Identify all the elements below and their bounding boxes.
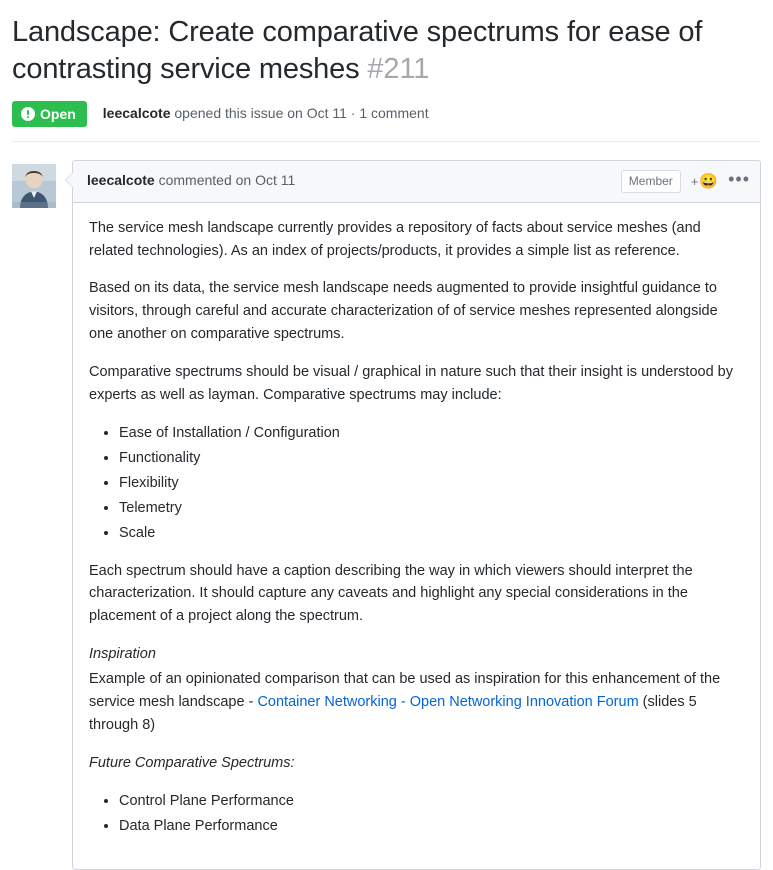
page-title — [12, 14, 761, 88]
issue-author-link[interactable]: leecalcote — [102, 105, 171, 122]
comment-author-line — [87, 171, 295, 191]
list-item: • Flexibility — [119, 472, 744, 495]
comment-paragraph-1: The service mesh landscape currently provides a repository of facts about service meshes (and related technologies). As an index of projects/products, it provides a simple list as reference. — [89, 219, 701, 259]
add-reaction-button[interactable] — [691, 174, 718, 189]
list-item: • Ease of Installation / Configuration — [119, 422, 744, 445]
future-heading-text: Future Comparative Spectrums: — [89, 754, 295, 771]
issue-meta-detail: opened this issue on Oct 11 · 1 comment — [170, 105, 429, 122]
list-item: • Control Plane Performance — [119, 790, 744, 813]
inspiration-suffix: (slides 5 through 8) — [89, 694, 697, 733]
issue-number: #211 — [367, 52, 430, 85]
issue-meta-text — [103, 103, 429, 124]
comment-paragraph-3: Comparative spectrums should be visual / graphical in nature such that their insight is understood by experts as well as layman. Comparative spectrums may include: — [89, 364, 733, 404]
comment-paragraph-2: Based on its data, the service mesh landscape needs augmented to provide insightful guidance to visitors, through careful and accurate characterization of of service meshes represented alongside one another on comparative spectrums. — [89, 280, 718, 343]
comment-header — [73, 161, 760, 203]
spectrum-list — [89, 422, 744, 545]
future-list — [89, 790, 744, 838]
avatar[interactable] — [12, 164, 56, 208]
status-badge — [12, 101, 87, 127]
inspiration-paragraph — [89, 668, 744, 737]
list-item: • Data Plane Performance — [119, 815, 744, 838]
comment-author-link[interactable]: leecalcote — [87, 172, 155, 189]
smiley-icon: 😀 — [699, 172, 719, 190]
inspiration-prefix: Example of an opinionated comparison that can be used as inspiration for this enhancement of the service mesh landscape - — [89, 671, 721, 711]
issue-meta-row — [12, 101, 761, 142]
list-item: • Functionality — [119, 447, 744, 470]
list-item: • Scale — [119, 522, 744, 545]
issue-open-icon — [21, 107, 35, 121]
issue-title-text: Landscape: Create comparative spectrums for ease of contrasting service meshes — [12, 16, 703, 85]
add-reaction-plus: + — [690, 173, 699, 189]
comment-timestamp: commented on Oct 11 — [154, 172, 296, 189]
comment-thread — [12, 160, 761, 870]
list-item: • Telemetry — [119, 497, 744, 520]
member-badge: Member — [621, 170, 681, 193]
comment-body — [73, 203, 760, 869]
inspiration-heading — [89, 643, 744, 666]
comment-header-actions — [621, 170, 750, 193]
inspiration-heading-text: Inspiration — [89, 646, 156, 663]
kebab-menu-icon[interactable]: ••• — [728, 168, 750, 189]
comment-paragraph-4: Each spectrum should have a caption describing the way in which viewers should interpret the characterization. It should capture any caveats and highlight any special considerations in the placement of a project along the spectrum. — [89, 562, 693, 625]
comment-card — [72, 160, 761, 870]
inspiration-link[interactable]: Container Networking - Open Networking Innovation Forum — [257, 694, 639, 711]
status-badge-label: Open — [40, 105, 76, 122]
future-heading — [89, 752, 744, 775]
